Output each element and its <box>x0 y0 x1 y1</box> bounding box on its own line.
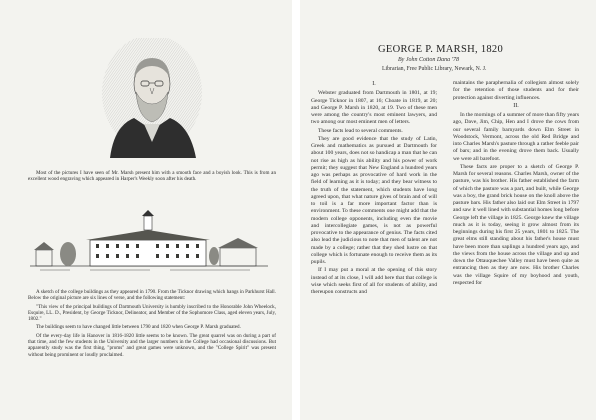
left-page <box>0 0 292 420</box>
sketch-caption-quote: "This view of the principal buildings of Dartmouth University is humbly inscribed to the Honorable John Wheelock, Esquire, LL. D., President, by George Ticknor, Delineator, and Member of the Sophomore Class, aged eleven years, July, 1802." <box>28 303 276 323</box>
page-gutter <box>292 0 300 420</box>
portrait-caption: Most of the pictures I have seen of Mr. Marsh present him with a smooth face and a boyish look. This is from an excellent wood engraving which appeared in Harper's Weekly soon after his death. <box>28 170 276 183</box>
paragraph: These facts lead to several comments. <box>318 127 403 134</box>
portrait-engraving <box>100 38 204 158</box>
article-byline: By John Cotton Dana '78 <box>398 57 459 63</box>
paragraph: These facts are proper to a sketch of George P. Marsh for several reasons. Charles Marsh, owner of the pasture, was his brother. His father established the farm of which the pasture was a part, and built, while George was a boy, the grand brick house on the knoll above the pasture bars. His father also laid out Elm Street in 1797 and saw it well lined with substantial homes long before George left the village in 1825. George knew the village much as it is today, seeing it grow almost from its beginnings during his first 25 years, 1801 to 1825. The great elms still standing about his father's house must have been more than saplings a hundred years ago, and the views from the house across the village and up and down the Ottauquechee Valley must have been quite as entrancing then as they are now. His brother Charles was the village Squire of my boyhood and youth, respected for <box>453 163 579 286</box>
sketch-caption-note: The buildings seem to have changed little between 1790 and 1820 when George P. Marsh graduated. <box>36 324 241 331</box>
paragraph: Webster graduated from Dartmouth in 1801, at 19; George Ticknor in 1807, at 16; Choate in 1819, at 20; and George P. Marsh in 1820, at 19. Two of these men were among the country's most eminent lawyers, and two among our most eminent men of letters. <box>311 90 437 126</box>
article-title: GEORGE P. MARSH, 1820 <box>378 44 504 55</box>
sketch-caption <box>28 289 276 360</box>
section-heading-1: I. <box>372 81 376 87</box>
section-heading-2: II. <box>513 102 519 109</box>
article-column-1 <box>311 80 437 297</box>
article-column-2 <box>453 80 579 288</box>
left-body-text: Of the every-day life in Hanover in 1816-1820 little seems to be known. The great quarrel was on during a part of that time, and the few students in the University and the larger numbers in the College had occasional discussions. But apparently study was the first thing, "proms" and great games were unknown, and the "College Spirit" was present without being prominent or loudly proclaimed. <box>28 332 276 358</box>
author-affiliation: Librarian, Free Public Library, Newark, N. J. <box>382 66 487 72</box>
paragraph: maintains the paraphernalia of collegism almost solely for the retention of those students and for their protection against diverting influences. <box>453 80 579 101</box>
paragraph: If I may put a moral at the opening of this story instead of at its close, I will add here that that college is wise which seeks first of all for students of ability, and thereupon constructs and <box>311 267 437 295</box>
paragraph: In the mornings of a summer of more than fifty years ago, Dave, Jim, Chip, Hen and I drove the cows from our several family barnyards down Elm Street in Woodstock, Vermont, across the old Red Bridge and into Charles Marsh's pasture through a rather feeble pair of bars; and in the evening drove them back. Usually we were all barefoot. <box>453 112 579 162</box>
paragraph: They are good evidence that the study of Latin, Greek and mathematics as pursued at Dartmouth for about 100 years, does not so handicap a man that he can not rise as high as his ability and his power of work permit; they suggest that New England a hundred years ago was perhaps as provocative of hard work in the field of learning as it is today; and they bear witness to the truth of the statement, which students have long agreed upon, that what nature gives of brain and of will to toil is a far more important factor than is environment. To these comments one might add that the modern college opponents, including even the movie and intercollegiate games, is not as powerful provocative to the appearance of genius. The facts cited also lead the judicious to note that men of talent are not made by a college; rather that they shed lustre on that college which is fortunate enough to receive them as its pupils. <box>311 135 437 265</box>
college-buildings-sketch <box>30 210 268 274</box>
sketch-caption-intro: A sketch of the college buildings as they appeared in 1790. From the Ticknor drawing which hangs in Parkhurst Hall. Below the original picture are six lines of verse, and the following statement: <box>28 289 276 302</box>
